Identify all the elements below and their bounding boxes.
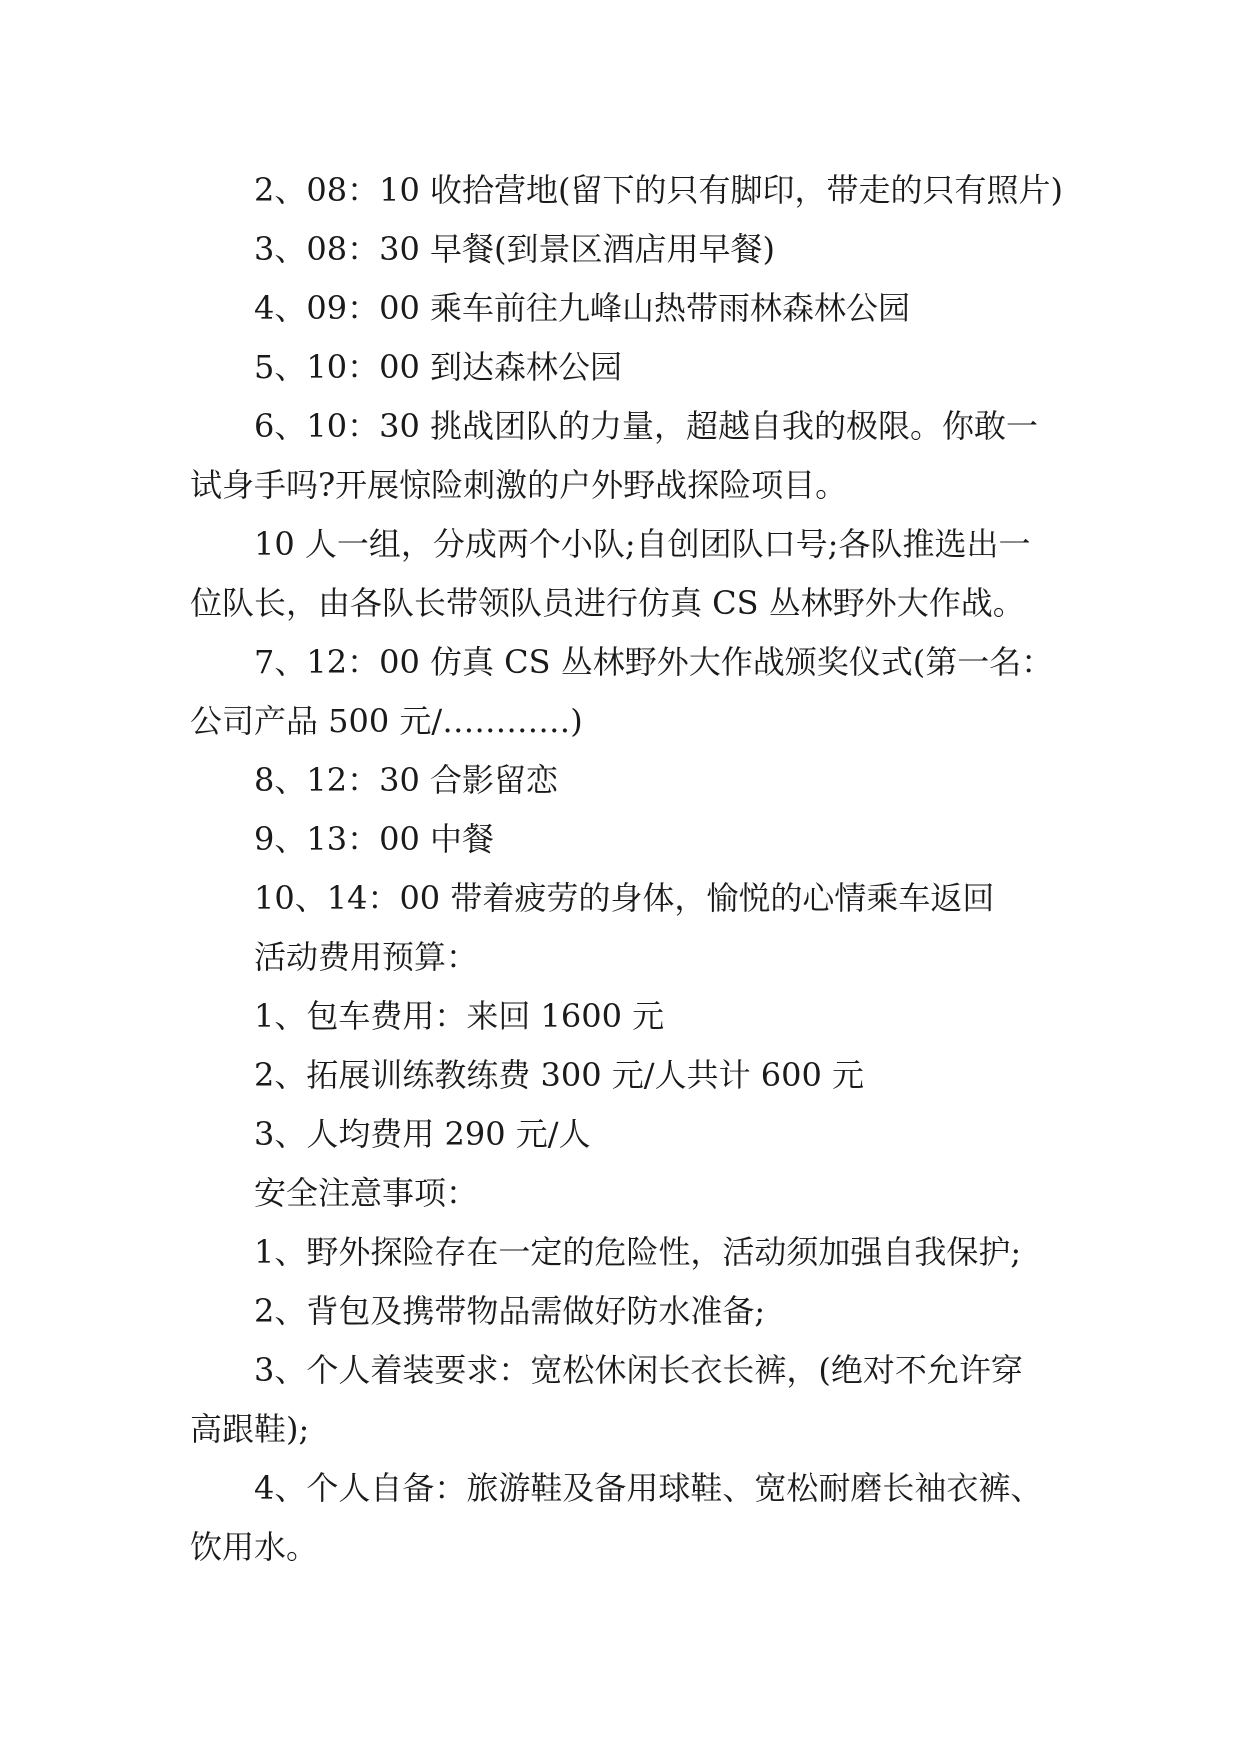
schedule-item-8: 8、12：30 合影留恋 — [254, 761, 558, 799]
schedule-item-2: 2、08：10 收拾营地(留下的只有脚印，带走的只有照片) — [254, 171, 1063, 209]
schedule-item-6-continued: 试身手吗?开展惊险刺激的户外野战探险项目。 — [190, 466, 848, 504]
safety-heading: 安全注意事项： — [254, 1174, 479, 1212]
schedule-item-7-continued: 公司产品 500 元/…………) — [190, 702, 583, 740]
safety-item-4: 4、个人自备：旅游鞋及备用球鞋、宽松耐磨长袖衣裤、 — [254, 1469, 1043, 1507]
team-description-continued: 位队长，由各队长带领队员进行仿真 CS 丛林野外大作战。 — [190, 584, 1025, 622]
schedule-item-10: 10、14：00 带着疲劳的身体，愉悦的心情乘车返回 — [254, 879, 995, 917]
safety-item-2: 2、背包及携带物品需做好防水准备; — [254, 1292, 766, 1330]
schedule-item-4: 4、09：00 乘车前往九峰山热带雨林森林公园 — [254, 289, 910, 327]
budget-item-2: 2、拓展训练教练费 300 元/人共计 600 元 — [254, 1056, 864, 1094]
schedule-item-6: 6、10：30 挑战团队的力量，超越自我的极限。你敢一 — [254, 407, 1038, 445]
document-body — [190, 161, 1063, 1577]
safety-item-3: 3、个人着装要求：宽松休闲长衣长裤，(绝对不允许穿 — [254, 1351, 1023, 1389]
schedule-item-9: 9、13：00 中餐 — [254, 820, 494, 858]
budget-item-1: 1、包车费用：来回 1600 元 — [254, 997, 665, 1035]
team-description: 10 人一组，分成两个小队;自创团队口号;各队推选出一 — [254, 525, 1031, 563]
safety-item-1: 1、野外探险存在一定的危险性，活动须加强自我保护; — [254, 1233, 1022, 1271]
schedule-item-3: 3、08：30 早餐(到景区酒店用早餐) — [254, 230, 775, 268]
budget-heading: 活动费用预算： — [254, 938, 479, 976]
schedule-item-7: 7、12：00 仿真 CS 丛林野外大作战颁奖仪式(第一名： — [254, 643, 1054, 681]
safety-item-4-continued: 饮用水。 — [190, 1528, 319, 1566]
safety-item-3-continued: 高跟鞋); — [190, 1410, 310, 1448]
budget-item-3: 3、人均费用 290 元/人 — [254, 1115, 591, 1153]
schedule-item-5: 5、10：00 到达森林公园 — [254, 348, 622, 386]
